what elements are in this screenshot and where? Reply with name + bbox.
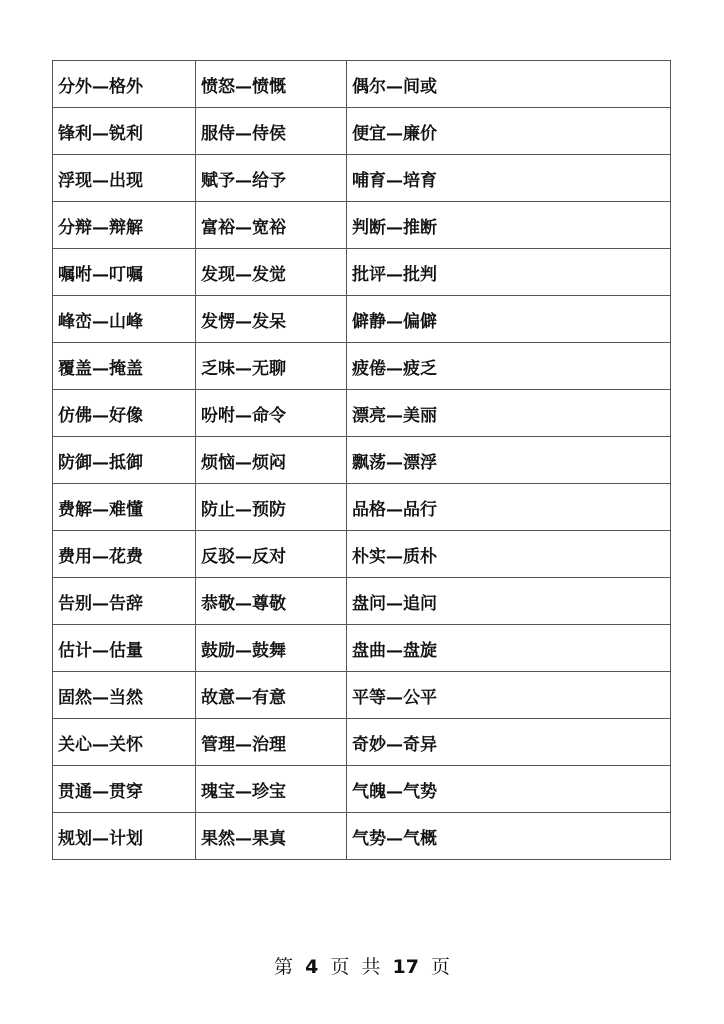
table-row xyxy=(53,672,671,719)
table-cell: 朴实—质朴 xyxy=(347,531,671,578)
table-cell: 贯通—贯穿 xyxy=(53,766,196,813)
table-cell: 鼓励—鼓舞 xyxy=(196,625,347,672)
table-cell: 判断—推断 xyxy=(347,202,671,249)
table-cell: 漂亮—美丽 xyxy=(347,390,671,437)
page-footer xyxy=(0,952,724,979)
table-row xyxy=(53,296,671,343)
table-cell: 飘荡—漂浮 xyxy=(347,437,671,484)
table-row xyxy=(53,155,671,202)
table-cell: 气魄—气势 xyxy=(347,766,671,813)
table-cell: 关心—关怀 xyxy=(53,719,196,766)
table-cell: 恭敬—尊敬 xyxy=(196,578,347,625)
table-cell: 富裕—宽裕 xyxy=(196,202,347,249)
table-row xyxy=(53,719,671,766)
table-cell: 烦恼—烦闷 xyxy=(196,437,347,484)
table-cell: 平等—公平 xyxy=(347,672,671,719)
table-cell: 偶尔—间或 xyxy=(347,61,671,108)
table-cell: 僻静—偏僻 xyxy=(347,296,671,343)
table-row xyxy=(53,202,671,249)
table-cell: 故意—有意 xyxy=(196,672,347,719)
table-cell: 奇妙—奇异 xyxy=(347,719,671,766)
table-cell: 发现—发觉 xyxy=(196,249,347,296)
footer-total-word: 共 xyxy=(361,956,381,978)
table-cell: 分辩—辩解 xyxy=(53,202,196,249)
table-cell: 防御—抵御 xyxy=(53,437,196,484)
table-cell: 浮现—出现 xyxy=(53,155,196,202)
table-cell: 防止—预防 xyxy=(196,484,347,531)
table-cell: 服侍—侍侯 xyxy=(196,108,347,155)
table-cell: 瑰宝—珍宝 xyxy=(196,766,347,813)
table-cell: 费解—难懂 xyxy=(53,484,196,531)
table-cell: 愤怒—愤慨 xyxy=(196,61,347,108)
table-cell: 费用—花费 xyxy=(53,531,196,578)
table-cell: 盘曲—盘旋 xyxy=(347,625,671,672)
table-cell: 锋利—锐利 xyxy=(53,108,196,155)
table-cell: 仿佛—好像 xyxy=(53,390,196,437)
table-cell: 赋予—给予 xyxy=(196,155,347,202)
footer-page-word: 页 xyxy=(330,956,350,978)
table-row xyxy=(53,813,671,860)
table-cell: 便宜—廉价 xyxy=(347,108,671,155)
table-cell: 规划—计划 xyxy=(53,813,196,860)
table-row xyxy=(53,625,671,672)
table-cell: 盘问—追问 xyxy=(347,578,671,625)
table-cell: 估计—估量 xyxy=(53,625,196,672)
table-row xyxy=(53,484,671,531)
table-row xyxy=(53,108,671,155)
table-row xyxy=(53,578,671,625)
table-row xyxy=(53,766,671,813)
footer-prefix: 第 xyxy=(274,956,294,978)
table-row xyxy=(53,61,671,108)
table-cell: 疲倦—疲乏 xyxy=(347,343,671,390)
table-cell: 固然—当然 xyxy=(53,672,196,719)
synonym-table-body xyxy=(53,61,671,860)
table-row xyxy=(53,343,671,390)
table-cell: 发愣—发呆 xyxy=(196,296,347,343)
table-cell: 告别—告辞 xyxy=(53,578,196,625)
table-cell: 哺育—培育 xyxy=(347,155,671,202)
table-cell: 吩咐—命令 xyxy=(196,390,347,437)
table-cell: 嘱咐—叮嘱 xyxy=(53,249,196,296)
table-cell: 乏味—无聊 xyxy=(196,343,347,390)
table-cell: 反驳—反对 xyxy=(196,531,347,578)
table-cell: 气势—气概 xyxy=(347,813,671,860)
table-row xyxy=(53,390,671,437)
table-row xyxy=(53,531,671,578)
table-row xyxy=(53,249,671,296)
table-cell: 果然—果真 xyxy=(196,813,347,860)
table-cell: 批评—批判 xyxy=(347,249,671,296)
table-cell: 分外—格外 xyxy=(53,61,196,108)
table-row xyxy=(53,437,671,484)
synonym-table xyxy=(52,60,671,860)
total-page-count: 17 xyxy=(392,956,419,978)
table-cell: 峰峦—山峰 xyxy=(53,296,196,343)
table-cell: 管理—治理 xyxy=(196,719,347,766)
table-cell: 覆盖—掩盖 xyxy=(53,343,196,390)
current-page-number: 4 xyxy=(305,956,319,978)
footer-suffix: 页 xyxy=(430,956,450,978)
table-cell: 品格—品行 xyxy=(347,484,671,531)
